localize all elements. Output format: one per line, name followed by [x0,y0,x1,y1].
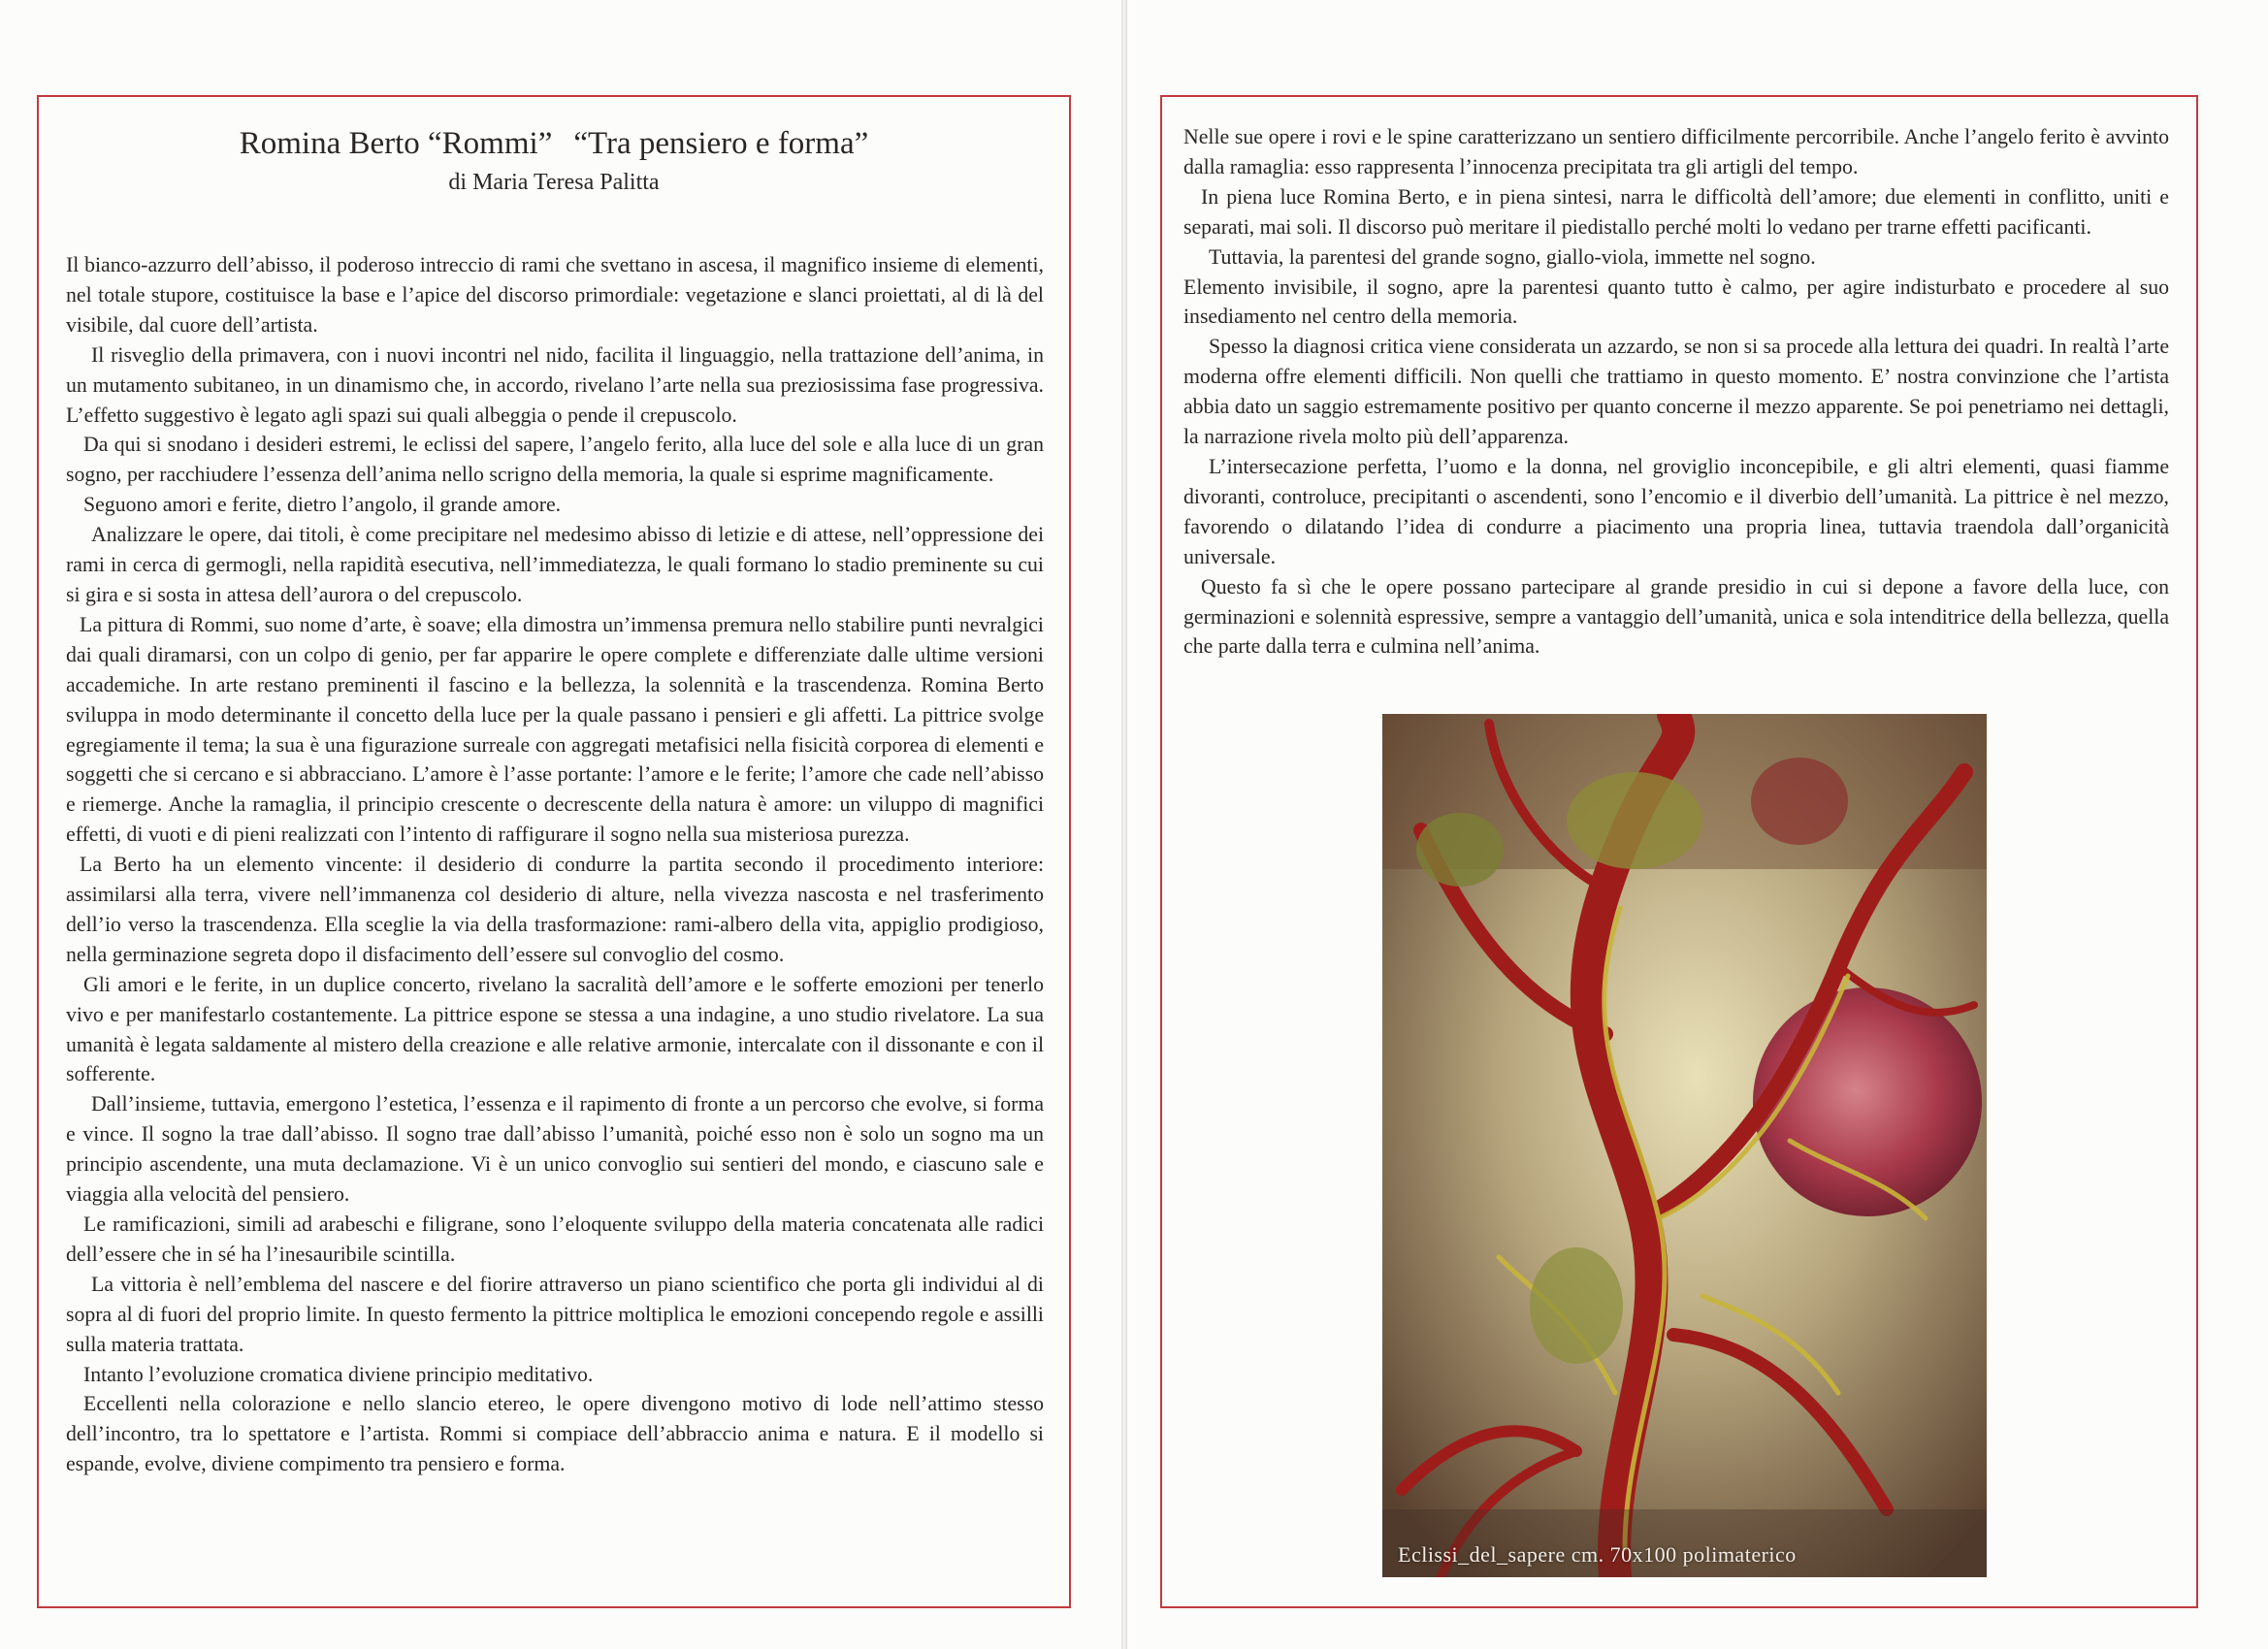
paragraph: La Berto ha un elemento vincente: il desiderio di condurre la partita secondo il procedimento interiore: assimilarsi alla terra, vivere nell’immanenza col desiderio di alture, nella vivezza nascosta e nel trasferimento dell’io verso la trascendenza. Ella sceglie la via della trasformazione: rami-albero della vita, appiglio prodigioso, nella germinazione segreta dopo il disfacimento dell’essere sul convoglio del cosmo. [66,853,1044,966]
paragraph: Il risveglio della primavera, con i nuovi incontri nel nido, facilita il linguaggio, nella trattazione dell’anima, in un mutamento subitaneo, in un dinamismo che, in accordo, rivelano l’arte nella sua preziosissima fase progressiva. L’effetto suggestivo è legato agli spazi sui quali albeggia o pende il crepuscolo. [66,342,1044,427]
paragraph: Spesso la diagnosi critica viene considerata un azzardo, se non si sa procede alla lettura dei quadri. In realtà l’arte moderna offre elementi difficili. Non quelli che trattiamo in questo momento. E’ nostra convinzione che l’artista abbia dato un saggio estremamente positivo per quanto concerne il mezzo apparente. Se poi penetriamo nei dettagli, la narrazione rivela molto più dell’apparenza. [1183,335,2169,449]
paragraph: Da qui si snodano i desideri estremi, le eclissi del sapere, l’angelo ferito, alla luce del sole e alla luce di un gran sogno, per racchiudere l’essenza dell’anima nello scrigno della memoria, la quale si esprime magnificamente. [66,433,1044,487]
paragraph: Gli amori e le ferite, in un duplice concerto, rivelano la sacralità dell’amore e le sofferte emozioni per tenerlo vivo e per manifestarlo costantemente. La pittrice espone se stessa a una indagine, a uno studio rivelatore. La sua umanità è legata saldamente al mistero della creazione e alle relative armonie, intercalate con il dissonante e con il sofferente. [66,972,1044,1086]
paragraph: Eccellenti nella colorazione e nello slancio etereo, le opere divengono motivo di lode nell’attimo stesso dell’incontro, tra lo spettatore e l’artista. Rommi si compiace dell’abbraccio anima e natura. E il modello si espande, evolve, diviene compimento tra pensiero e forma. [66,1392,1044,1476]
paragraph: Intanto l’evoluzione cromatica diviene principio meditativo. [83,1362,594,1386]
paragraph: La vittoria è nell’emblema del nascere e del fiorire attraverso un piano scientifico che porta gli individui al di sopra al di fuori del proprio limite. In questo fermento la pittrice moltiplica le emozioni concependo regole e assilli sulla materia trattata. [66,1272,1044,1356]
paragraph: Elemento invisibile, il sogno, apre la parentesi quanto tutto è calmo, per agire indisturbato e procedere al suo insediamento nel centro della memoria. [1183,275,2169,329]
paragraph: Dall’insieme, tuttavia, emergono l’estetica, l’essenza e il rapimento di fronte a un percorso che evolve, si forma e vince. Il sogno la trae dall’abisso. Il sogno trae dall’abisso l’umanità, poiché esso non è solo un sogno ma un principio ascendente, una muta declamazione. Vi è un unico convoglio sui sentieri del mondo, e ciascuno sale e viaggia alla velocità del pensiero. [66,1092,1044,1207]
author-line: di Maria Teresa Palitta [448,170,660,195]
right-article-body [1183,122,2169,662]
paragraph: Tuttavia, la parentesi del grande sogno, giallo-viola, immette nel sogno. [1209,244,1816,269]
paragraph: Nelle sue opere i rovi e le spine caratterizzano un sentiero difficilmente percorribile. Anche l’angelo ferito è avvinto dalla ramaglia: esso rappresenta l’innocenza precipitata tra gli artigli del tempo. [1183,125,2169,178]
page-title [39,124,1069,163]
painting-image [1382,714,1987,1577]
paragraph: Questo fa sì che le opere possano partecipare al grande presidio in cui si depone a favore della luce, con germinazioni e solennità espressive, sempre a vantaggio dell’umanità, unica e sola intenditrice della bellezza, quella che parte dalla terra e culmina nell’anima. [1183,574,2169,659]
painting-artwork [1382,714,1987,1577]
paragraph: Analizzare le opere, dai titoli, è come precipitare nel medesimo abisso di letizie e di attese, nell’oppressione dei rami in cerca di germogli, nella rapidità esecutiva, nell’immediatezza, le quali formano lo stadio preminente su cui si gira e si sosta in attesa dell’aurora o del crepuscolo. [66,523,1044,606]
paragraph: La pittura di Rommi, suo nome d’arte, è soave; ella dimostra un’immensa premura nello stabilire punti nevralgici dai quali diramarsi, con un colpo di genio, per far apparire le opere complete e differenziate dalle ultime versioni accademiche. In arte restano preminenti il fascino e la bellezza, la solennità e la trascendenza. Romina Berto sviluppa in modo determinante il concetto della luce per la quale passano i pensieri e gli affetti. La pittrice svolge egregiamente il tema; la sua è una figurazione surreale con aggregati metafisici nella fisicità corporea di elementi e soggetti che si cercano e si abbracciano. L’amore è l’asse portante: l’amore e le ferite; l’amore che cade nell’abisso e riemerge. Anche la ramaglia, il principio crescente o decrescente della natura è amore: un viluppo di magnifici effetti, di vuoti e di pieni realizzati con l’intento di raffigurare il sogno nella sua misteriosa purezza. [66,612,1044,847]
paragraph: Le ramificazioni, simili ad arabeschi e filigrane, sono l’eloquente sviluppo della materia concatenata alle radici dell’essere che in sé ha l’inesauribile scintilla. [66,1212,1044,1266]
left-page-frame [37,95,1071,1608]
title-work: “Tra pensiero e forma” [573,126,869,161]
paragraph: In piena luce Romina Berto, e in piena sintesi, narra le difficoltà dell’amore; due elementi in conflitto, uniti e separati, mai soli. Il discorso può meritare il piedistallo perché molti lo vedano per trarne effetti pacificanti. [1183,184,2169,239]
paragraph: Seguono amori e ferite, dietro l’angolo, il grande amore. [83,493,562,517]
left-article-body [66,250,1044,1479]
paragraph: L’intersecazione perfetta, l’uomo e la donna, nel groviglio inconcepibile, e gli altri elementi, quasi fiamme divoranti, controluce, precipitanti o ascendenti, sono l’encomio e il diverbio dell’umanità. La pittrice è nel mezzo, favorendo o dilatando l’idea di condurre a piacimento una propria linea, tuttavia traendola dall’organicità universale. [1183,454,2169,568]
title-block [39,124,1069,198]
paragraph: Il bianco-azzurro dell’abisso, il poderoso intreccio di rami che svettano in ascesa, il magnifico insieme di elementi, nel totale stupore, costituisce la base e l’apice del discorso primordiale: vegetazione e slanci proiettati, al di là del visibile, dal cuore dell’artista. [66,253,1044,337]
title-artist: Romina Berto “Rommi” [239,126,553,161]
page-fold [1121,0,1127,1649]
painting-caption: Eclissi_del_sapere cm. 70x100 polimaterico [1398,1542,1797,1567]
